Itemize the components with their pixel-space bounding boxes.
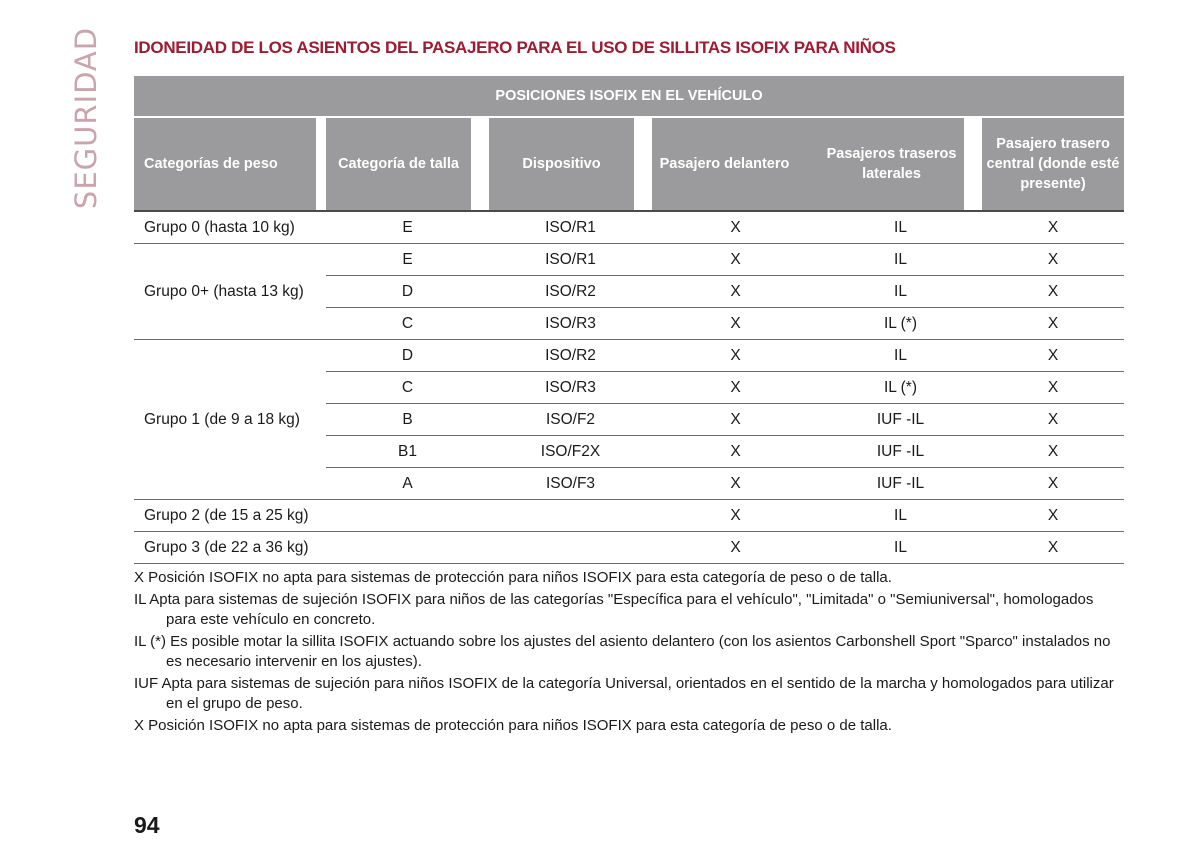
front-passenger-cell: X <box>652 404 819 436</box>
device-cell: ISO/R2 <box>489 276 652 308</box>
device-cell: ISO/F2 <box>489 404 652 436</box>
rear-lateral-cell: IL <box>819 211 982 244</box>
device-cell: ISO/R3 <box>489 372 652 404</box>
page-heading: IDONEIDAD DE LOS ASIENTOS DEL PASAJERO PARA EL USO DE SILLITAS ISOFIX PARA NIÑOS <box>134 38 896 57</box>
rear-central-cell: X <box>982 276 1124 308</box>
device-cell: ISO/R1 <box>489 244 652 276</box>
table-row <box>134 244 1124 276</box>
device-cell: ISO/F2X <box>489 436 652 468</box>
rear-central-cell: X <box>982 532 1124 564</box>
rear-lateral-cell: IUF -IL <box>819 404 982 436</box>
size-cell: C <box>326 308 489 340</box>
size-cell: D <box>326 276 489 308</box>
weight-category-cell: Grupo 1 (de 9 a 18 kg) <box>134 340 326 500</box>
size-cell: E <box>326 211 489 244</box>
weight-category-cell: Grupo 0+ (hasta 13 kg) <box>134 244 326 340</box>
size-cell: B1 <box>326 436 489 468</box>
front-passenger-cell: X <box>652 468 819 500</box>
col-header-weight: Categorías de peso <box>134 117 316 211</box>
device-cell: ISO/R1 <box>489 211 652 244</box>
rear-lateral-cell: IUF -IL <box>819 468 982 500</box>
size-cell: E <box>326 244 489 276</box>
col-header-rear-central: Pasajero trasero central (donde esté presente) <box>982 117 1124 211</box>
front-passenger-cell: X <box>652 436 819 468</box>
weight-category-cell: Grupo 3 (de 22 a 36 kg) <box>134 532 326 564</box>
rear-central-cell: X <box>982 244 1124 276</box>
size-cell <box>326 500 489 532</box>
rear-lateral-cell: IL <box>819 532 982 564</box>
weight-category-cell: Grupo 0 (hasta 10 kg) <box>134 211 326 244</box>
rear-central-cell: X <box>982 500 1124 532</box>
front-passenger-cell: X <box>652 276 819 308</box>
section-tab <box>68 26 104 210</box>
col-header-front: Pasajero delantero <box>652 117 797 211</box>
front-passenger-cell: X <box>652 211 819 244</box>
front-passenger-cell: X <box>652 340 819 372</box>
size-cell: A <box>326 468 489 500</box>
rear-lateral-cell: IUF -IL <box>819 436 982 468</box>
isofix-table <box>134 76 1124 564</box>
note-item: X Posición ISOFIX no apta para sistemas de protección para niños ISOFIX para esta categoría de peso o de talla. <box>134 569 892 586</box>
table-top-header: POSICIONES ISOFIX EN EL VEHÍCULO <box>134 76 1124 117</box>
note-item: IL (*) Es posible motar la sillita ISOFIX actuando sobre los ajustes del asiento delantero (con los asientos Carbonshell Sport "Sparco" instalados no es necesario intervenir en los ajustes). <box>134 632 1111 670</box>
rear-central-cell: X <box>982 372 1124 404</box>
note-item: IL Apta para sistemas de sujeción ISOFIX para niños de las categorías "Específica para el vehículo", "Limitada" o "Semiuniversal", homologados para este vehículo en concreto. <box>134 590 1094 628</box>
device-cell: ISO/R3 <box>489 308 652 340</box>
notes <box>134 568 1124 737</box>
rear-lateral-cell: IL <box>819 500 982 532</box>
device-cell <box>489 532 652 564</box>
front-passenger-cell: X <box>652 532 819 564</box>
size-cell: B <box>326 404 489 436</box>
rear-lateral-cell: IL <box>819 244 982 276</box>
front-passenger-cell: X <box>652 372 819 404</box>
size-cell: C <box>326 372 489 404</box>
device-cell: ISO/R2 <box>489 340 652 372</box>
rear-lateral-cell: IL <box>819 276 982 308</box>
device-cell: ISO/F3 <box>489 468 652 500</box>
rear-lateral-cell: IL (*) <box>819 372 982 404</box>
table-row <box>134 500 1124 532</box>
size-cell <box>326 532 489 564</box>
rear-central-cell: X <box>982 404 1124 436</box>
device-cell <box>489 500 652 532</box>
note-item: X Posición ISOFIX no apta para sistemas de protección para niños ISOFIX para esta categoría de peso o de talla. <box>134 716 892 734</box>
rear-central-cell: X <box>982 468 1124 500</box>
section-tab-label: SEGURIDAD <box>69 26 103 210</box>
size-cell: D <box>326 340 489 372</box>
weight-category-cell: Grupo 2 (de 15 a 25 kg) <box>134 500 326 532</box>
rear-central-cell: X <box>982 340 1124 372</box>
table-row <box>134 340 1124 372</box>
col-header-rear-lateral: Pasajeros traseros laterales <box>819 117 964 211</box>
front-passenger-cell: X <box>652 308 819 340</box>
page-number: 94 <box>134 812 160 838</box>
front-passenger-cell: X <box>652 500 819 532</box>
rear-central-cell: X <box>982 436 1124 468</box>
table-row <box>134 532 1124 564</box>
rear-lateral-cell: IL <box>819 340 982 372</box>
front-passenger-cell: X <box>652 244 819 276</box>
note-item: IUF Apta para sistemas de sujeción para niños ISOFIX de la categoría Universal, orientados en el sentido de la marcha y homologados para utilizar en el grupo de peso. <box>134 674 1114 712</box>
rear-central-cell: X <box>982 308 1124 340</box>
rear-central-cell: X <box>982 211 1124 244</box>
table-row <box>134 211 1124 244</box>
column-header-row <box>134 117 1124 211</box>
col-header-size: Categoría de talla <box>326 117 471 211</box>
col-header-device: Dispositivo <box>489 117 634 211</box>
rear-lateral-cell: IL (*) <box>819 308 982 340</box>
